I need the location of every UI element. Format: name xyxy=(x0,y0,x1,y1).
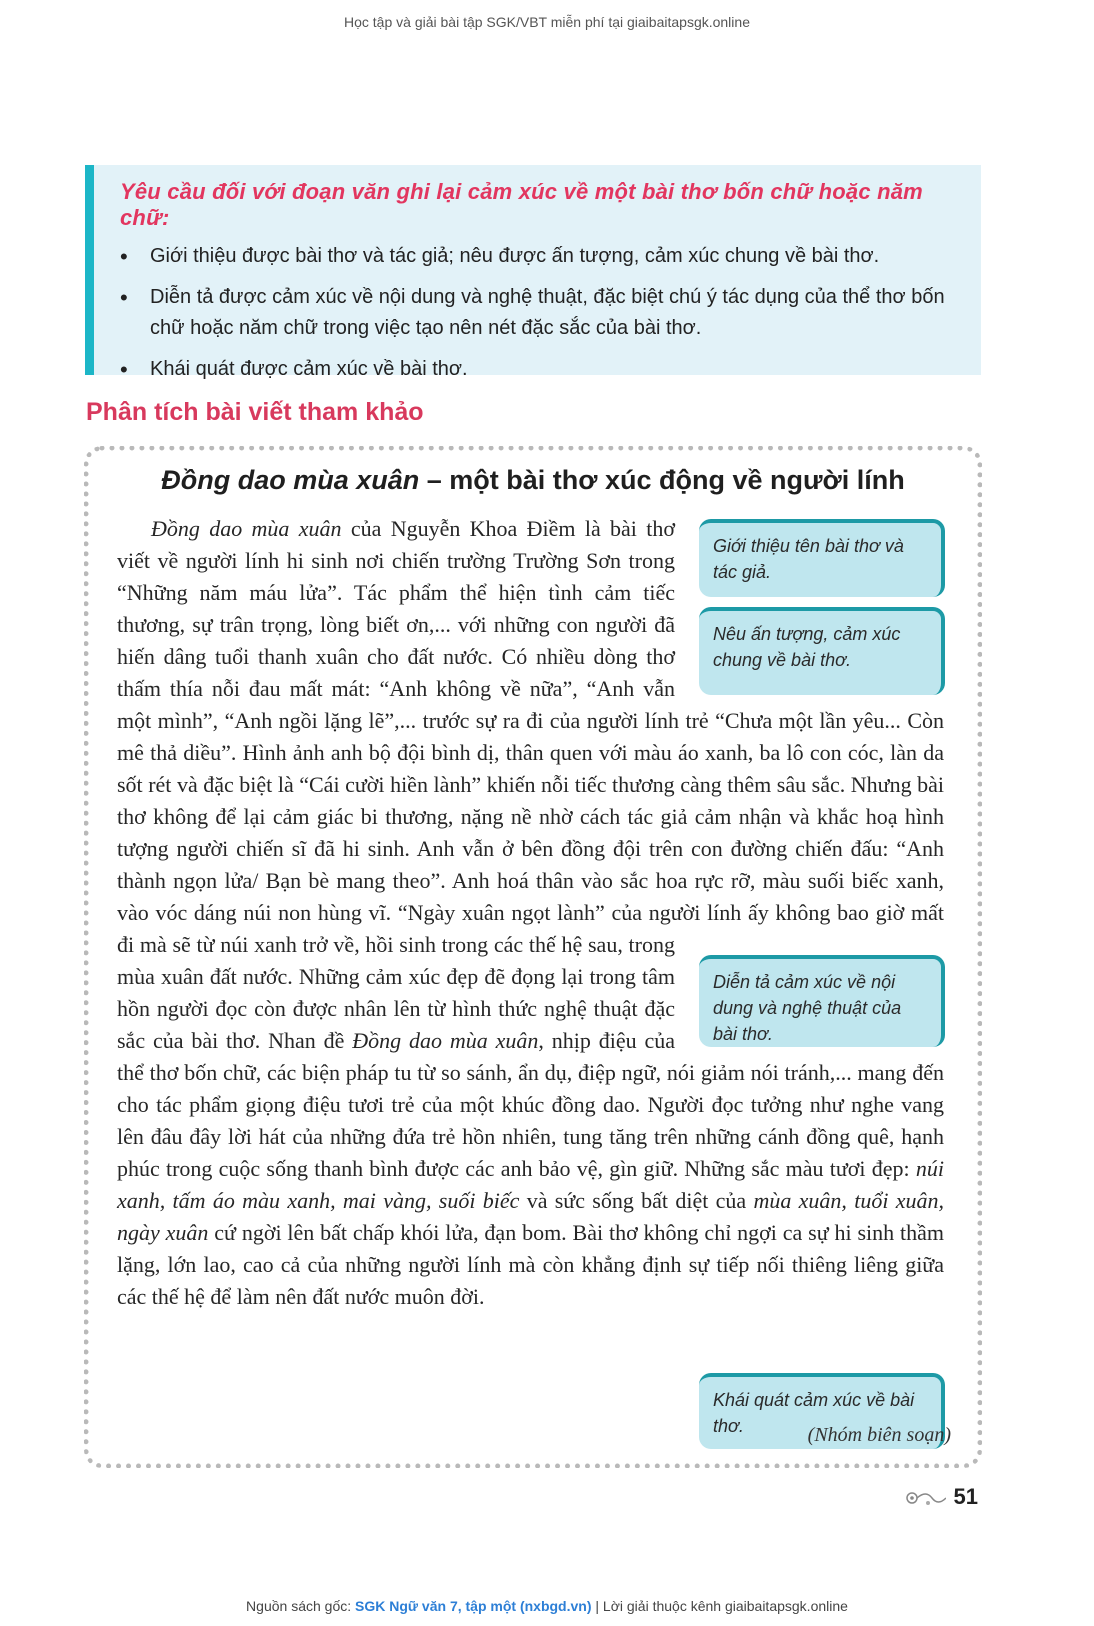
requirement-item: • Giới thiệu được bài thơ và tác giả; nêu được ấn tượng, cảm xúc chung về bài thơ. xyxy=(120,241,955,272)
requirement-item: • Diễn tả được cảm xúc về nội dung và nghệ thuật, đặc biệt chú ý tác dụng của thể thơ bốn chữ hoặc năm chữ trong việc tạo nên nét đặc sắc của bài thơ. xyxy=(120,282,955,344)
poem-title-italic: Đồng dao mùa xuân xyxy=(151,516,342,541)
footer-prefix: Nguồn sách gốc: xyxy=(246,1598,356,1614)
requirements-list xyxy=(120,241,955,385)
article-credit: (Nhóm biên soạn) xyxy=(807,1424,951,1446)
italic-phrase: mùa xuân, tuổi xuân, ngày xuân xyxy=(117,1188,944,1245)
side-note-intro: Giới thiệu tên bài thơ và tác giả. xyxy=(699,519,945,597)
page-number: 51 xyxy=(953,1484,978,1509)
italic-phrase: núi xanh, tấm áo màu xanh, mai vàng, suối biếc xyxy=(117,1156,944,1213)
top-banner: Học tập và giải bài tập SGK/VBT miễn phí tại giaibaitapsgk.online xyxy=(344,14,750,30)
article-text: cứ ngời lên bất chấp khói lửa, đạn bom. Bài thơ không chỉ ngợi ca sự hi sinh thầm lặng, lớn lao, cao cả của những người lính mà còn khẳng định sự tiếp nối thiêng liêng giữa các thế hệ để làm nên đất nước muôn đời. xyxy=(117,1220,945,1309)
footer xyxy=(0,1598,1094,1614)
footer-source-link[interactable]: SGK Ngữ văn 7, tập một (nxbgd.vn) xyxy=(355,1598,592,1614)
article-text: của Nguyễn Khoa Điềm là bài thơ viết về người lính hi sinh nơi chiến trường Trường Sơn trong “Những năm máu lửa”. Tác phẩm thể hiện tình cảm tiếc thương, sự trân trọng, lòng biết ơn,... với những con người đã hiến dâng tuổi thanh xuân cho đất nước. Có nhiều dòng thơ thấm thía nỗi đau mất mát: “Anh không về nữa”, “Anh vẫn một mình”, “Anh ngồi lặng lẽ”,... trước sự ra đi của người lính trẻ “Chưa một lần yêu... Còn mê thả diều”. Hình ảnh anh bộ đội bình dị, thân quen với màu áo xanh, ba lô con cóc, làn da sốt rét và đặc biệt là “Cái cười hiền lành” khiến nỗi tiếc thương càng thêm sâu sắc. Nhưng bài thơ không để lại cảm giác bi thương, nặng nề nhờ cách tác giả cảm nhận và khắc hoạ hình tượng người chiến sĩ đã hi sinh. Anh vẫn ở bên đồng đội trên con đường chiến đấu: “Anh thành ngọn lửa/ Bạn bè mang theo”. Anh hoá thân vào sắc hoa rực rỡ, màu suối biếc xanh, vào vóc dáng núi non hùng vĩ. “Ngày xuân ngọt lành” của người lính ấy không bao giờ mất đi mà sẽ từ núi xanh trở về, hồi sinh trong các thế hệ sau, trong mùa xuân đất nước. Những cảm xúc đẹp đẽ đọng lại trong tâm hồn người đọc còn được nhân lên từ hình thức nghệ thuật đặc sắc của bài thơ. Nhan đề xyxy=(117,516,944,1053)
article-title xyxy=(89,465,977,496)
article-title-italic: Đồng dao mùa xuân xyxy=(161,465,420,495)
article-body xyxy=(117,513,945,1459)
article-text: , nhịp điệu của thể thơ bốn chữ, các biện pháp tu từ so sánh, ẩn dụ, điệp ngữ, nói giảm nói tránh,... mang đến cho tác phẩm giọng điệu tươi trẻ của một khúc đồng dao. Người đọc tưởng như nghe vang lên đâu đây lời hát của những đứa trẻ hồn nhiên, tung tăng trên những cánh đồng quê, hạnh phúc trong cuộc sống thanh bình được các anh bảo vệ, gìn giữ. Những sắc màu tươi đẹp: xyxy=(117,1028,944,1181)
article-text: và sức sống bất diệt của xyxy=(519,1188,754,1213)
side-note-summary: Khái quát cảm xúc về bài thơ. xyxy=(699,1373,945,1449)
float-spacer xyxy=(944,705,945,955)
footer-suffix: | Lời giải thuộc kênh giaibaitapsgk.online xyxy=(591,1598,848,1614)
requirement-item: • Khái quát được cảm xúc về bài thơ. xyxy=(120,354,955,385)
side-note-impression: Nêu ấn tượng, cảm xúc chung về bài thơ. xyxy=(699,607,945,695)
float-spacer xyxy=(944,1057,945,1369)
article-box xyxy=(84,446,982,1468)
requirements-box xyxy=(85,165,981,380)
article-title-rest: – một bài thơ xúc động về người lính xyxy=(419,465,905,495)
poem-title-italic: Đồng dao mùa xuân xyxy=(352,1028,539,1053)
side-note-content-art: Diễn tả cảm xúc về nội dung và nghệ thuật của bài thơ. xyxy=(699,955,945,1047)
flower-ornament-icon xyxy=(902,1486,946,1510)
requirements-title: Yêu cầu đối với đoạn văn ghi lại cảm xúc về một bài thơ bốn chữ hoặc năm chữ: xyxy=(120,179,923,230)
section-heading: Phân tích bài viết tham khảo xyxy=(86,398,424,426)
